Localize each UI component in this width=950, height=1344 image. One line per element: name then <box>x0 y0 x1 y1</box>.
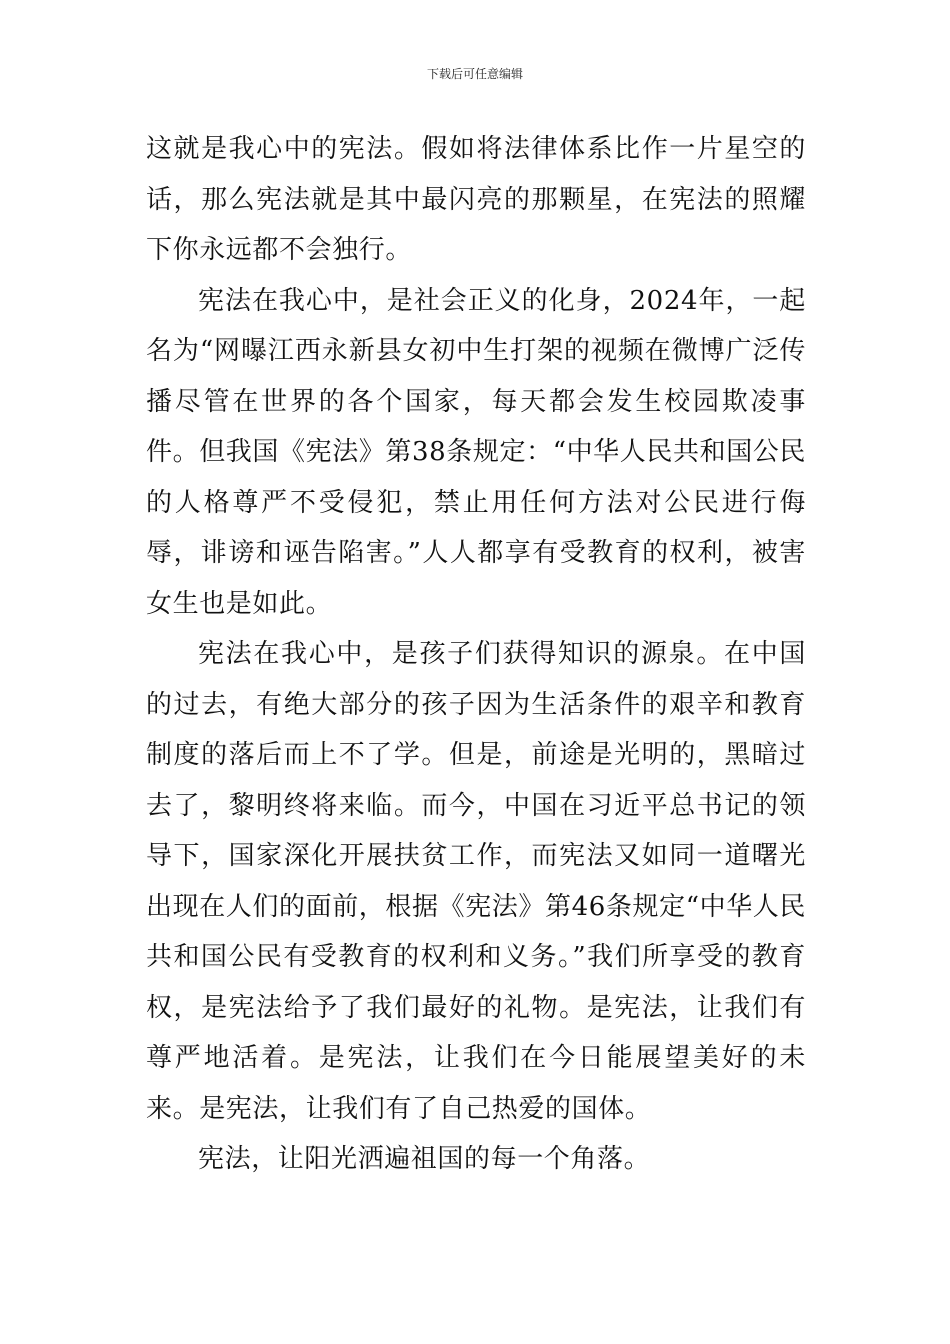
document-body <box>146 124 806 1185</box>
page-header-note: 下载后可任意编辑 <box>426 67 523 81</box>
paragraph-1: 这就是我心中的宪法。假如将法律体系比作一片星空的话，那么宪法就是其中最闪亮的那颗星，在宪法的照耀下你永远都不会独行。 <box>146 134 806 265</box>
paragraph-4: 宪法，让阳光洒遍祖国的每一个角落。 <box>198 1144 651 1174</box>
paragraph-3: 宪法在我心中，是孩子们获得知识的源泉。在中国的过去，有绝大部分的孩子因为生活条件的艰辛和教育制度的落后而上不了学。但是，前途是光明的，黑暗过去了，黎明终将来临。而今，中国在习近平总书记的领导下，国家深化开展扶贫工作，而宪法又如同一道曙光出现在人们的面前，根据《宪法》第46条规定“中华人民共和国公民有受教育的权利和义务。”我们所享受的教育权，是宪法给予了我们最好的礼物。是宪法，让我们有尊严地活着。是宪法，让我们在今日能展望美好的未来。是宪法，让我们有了自己热爱的国体。 <box>146 639 806 1124</box>
paragraph-2: 宪法在我心中，是社会正义的化身，2024年，一起名为“网曝江西永新县女初中生打架的视频在微博广泛传播尽管在世界的各个国家，每天都会发生校园欺凌事件。但我国《宪法》第38条规定：“中华人民共和国公民的人格尊严不受侵犯，禁止用任何方法对公民进行侮辱，诽谤和诬告陷害。”人人都享有受教育的权利，被害女生也是如此。 <box>146 285 806 619</box>
